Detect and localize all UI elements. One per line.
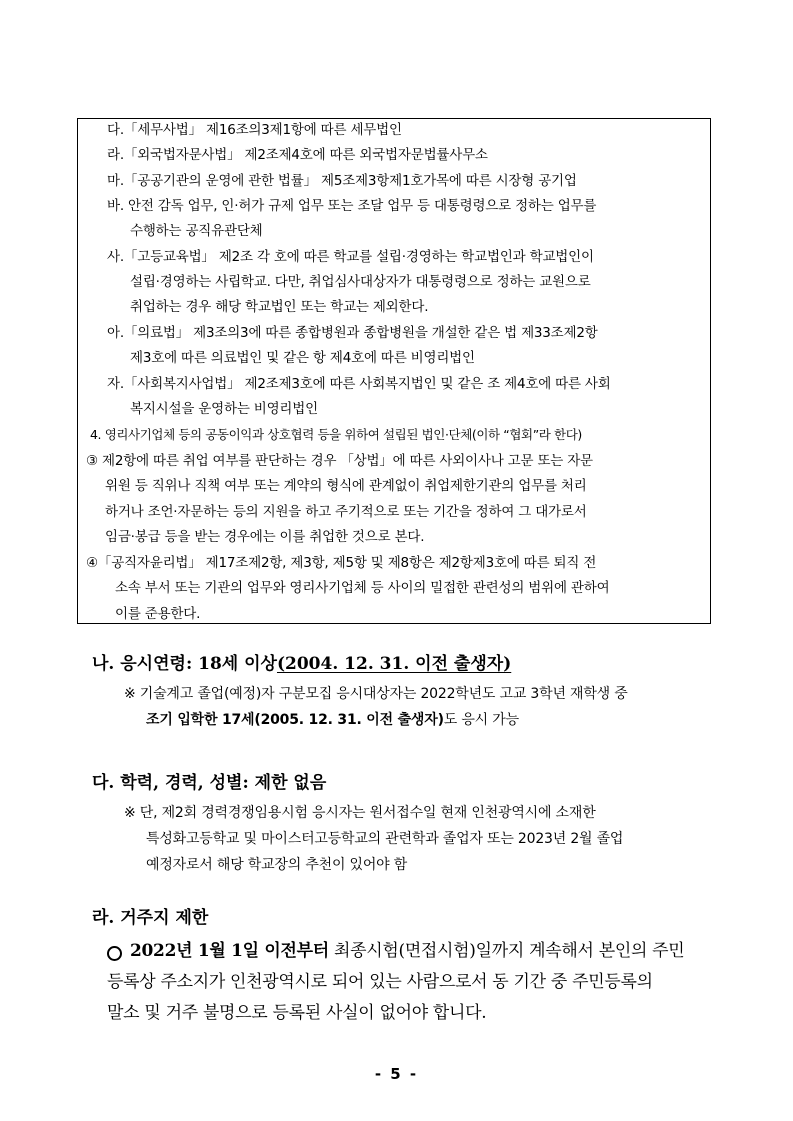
box-line: 취업하는 경우 해당 학교법인 또는 학교는 제외한다. <box>130 299 429 315</box>
age-note-tail: 도 응시 가능 <box>443 712 519 728</box>
education-note-line: 예정자로서 해당 학교장의 추천이 있어야 함 <box>146 857 408 873</box>
statute-excerpt-box <box>77 118 711 624</box>
age-heading-date: (2004. 12. 31. 이전 출생자) <box>276 654 512 674</box>
box-line: ③ 제2항에 따른 취업 여부를 판단하는 경우 「상법」에 따른 사외이사나 고문 또는 자문 <box>86 453 593 469</box>
residence-line-1-rest: 최종시험(면접시험)일까지 계속해서 본인의 주민 <box>328 941 685 961</box>
box-line: 하거나 조언·자문하는 등의 지원을 하고 주기적으로 또는 기간을 정하여 그 대가로서 <box>105 504 587 520</box>
residence-line-2: 등록상 주소지가 인천광역시로 되어 있는 사람으로서 동 기간 중 주민등록의 <box>107 972 653 992</box>
residence-line-1 <box>130 938 684 964</box>
box-line: 바. 안전 감독 업무, 인·허가 규제 업무 또는 조달 업무 등 대통령령으로 정하는 업무를 <box>107 198 597 214</box>
education-heading: 다. 학력, 경력, 성별: 제한 없음 <box>92 773 327 793</box>
residence-start-date: 2022년 1월 1일 이전부터 <box>130 941 329 961</box>
box-line: 마.「공공기관의 운영에 관한 법률」 제5조제3항제1호가목에 따른 시장형 공기업 <box>107 173 577 189</box>
box-line: 라.「외국법자문사법」 제2조제4호에 따른 외국법자문법률사무소 <box>107 147 488 163</box>
box-line: 제3호에 따른 의료법인 및 같은 항 제4호에 따른 비영리법인 <box>130 350 475 366</box>
page-number: - 5 - <box>374 1065 419 1083</box>
box-line: 설립·경영하는 사립학교. 다만, 취업심사대상자가 대통령령으로 정하는 교원으로 <box>130 274 591 290</box>
early-admission-text: 조기 입학한 17세(2005. 12. 31. 이전 출생자) <box>146 712 444 728</box>
box-line: 복지시설을 운영하는 비영리법인 <box>130 401 318 417</box>
box-line: 이를 준용한다. <box>115 606 201 622</box>
age-heading <box>92 652 511 676</box>
age-note-line-2 <box>146 710 519 730</box>
box-line: 자.「사회복지사업법」 제2조제3호에 따른 사회복지법인 및 같은 조 제4호에 따른 사회 <box>107 376 611 392</box>
age-note-line-1: ※ 기술계고 졸업(예정)자 구분모집 응시대상자는 2022학년도 고교 3학년 재학생 중 <box>124 686 628 702</box>
box-line: 수행하는 공직유관단체 <box>130 223 263 239</box>
box-line: ④「공직자윤리법」 제17조제2항, 제3항, 제5항 및 제8항은 제2항제3호에 따른 퇴직 전 <box>86 555 597 571</box>
box-line: 사.「고등교육법」 제2조 각 호에 따른 학교를 설립·경영하는 학교법인과 학교법인이 <box>107 249 594 265</box>
box-line: 위원 등 직위나 직책 여부 또는 계약의 형식에 관계없이 취업제한기관의 업무를 처리 <box>105 478 587 494</box>
age-heading-label: 나. 응시연령: 18세 이상 <box>92 654 277 674</box>
box-line: 임금·봉급 등을 받는 경우에는 이를 취업한 것으로 본다. <box>105 529 425 545</box>
box-line: 다.「세무사법」 제16조의3제1항에 따른 세무법인 <box>107 122 402 138</box>
circle-bullet-icon <box>107 946 122 961</box>
box-line: 4. 영리사기업체 등의 공동이익과 상호협력 등을 위하여 설립된 법인·단체(이하 “협회”라 한다) <box>90 427 582 442</box>
box-line: 아.「의료법」 제3조의3에 따른 종합병원과 종합병원을 개설한 같은 법 제33조제2항 <box>107 325 598 341</box>
education-note-line: 특성화고등학교 및 마이스터고등학교의 관련학과 졸업자 또는 2023년 2월 졸업 <box>146 831 624 847</box>
education-note-line: ※ 단, 제2회 경력경쟁임용시험 응시자는 원서접수일 현재 인천광역시에 소재한 <box>124 805 596 821</box>
box-line: 소속 부서 또는 기관의 업무와 영리사기업체 등 사이의 밀접한 관련성의 범위에 관하여 <box>115 580 610 596</box>
residence-heading: 라. 거주지 제한 <box>92 908 209 928</box>
residence-line-3: 말소 및 거주 불명으로 등록된 사실이 없어야 합니다. <box>107 1003 487 1023</box>
